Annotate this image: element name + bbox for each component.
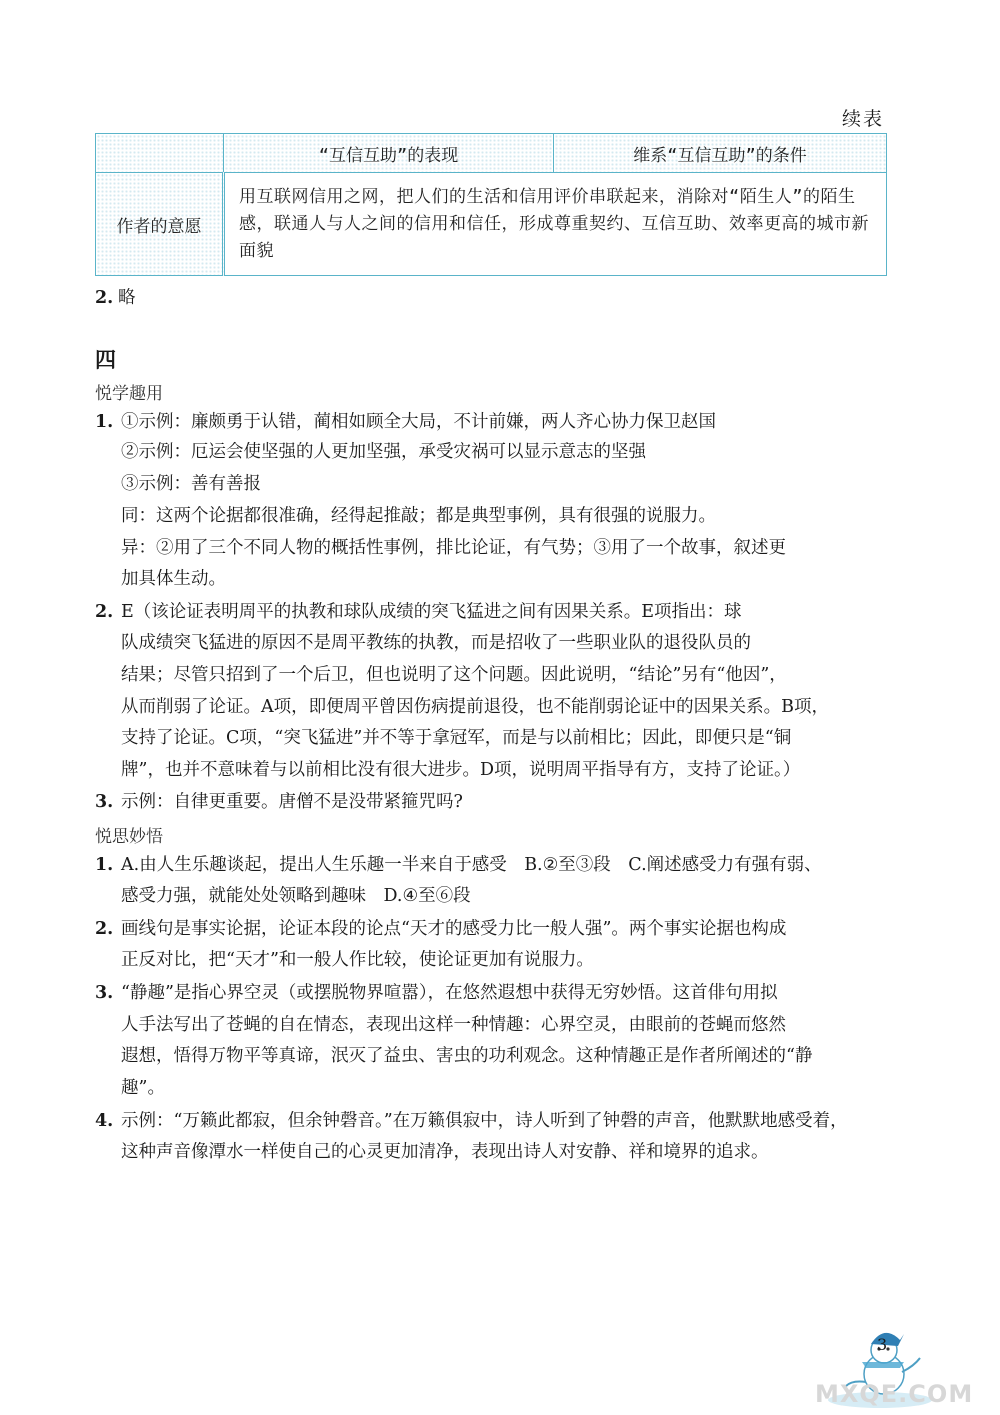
table-header-row (96, 134, 887, 173)
question-number: 3. (95, 983, 114, 1003)
answer-line: 趣”。 (121, 1078, 165, 1098)
answer-line: 牌”，也并不意味着与以前相比没有很大进步。D项，说明周平指导有方，支持了论证。） (121, 760, 801, 780)
part-title: 悦思妙悟 (95, 827, 163, 847)
answer-line: ③示例：善有善报 (121, 474, 261, 494)
continued-label: 续表 (841, 108, 884, 130)
answer-line: 感受力强，就能处处领略到趣味 D.④至⑥段 (121, 886, 471, 906)
answer-line: “静趣”是指心界空灵（或摆脱物界喧嚣），在悠然遐想中获得无穷妙悟。这首俳句用拟 (121, 983, 778, 1003)
answer-line: 异：②用了三个不同人物的概括性事例，排比论证，有气势；③用了一个故事，叙述更 (121, 538, 786, 558)
item-text: 略 (118, 288, 136, 308)
question-number: 1. (95, 412, 114, 432)
question-number: 3. (95, 792, 114, 812)
question-number: 4. (95, 1111, 114, 1131)
answer-line: ②示例：厄运会使坚强的人更加坚强，承受灾祸可以显示意志的坚强 (121, 442, 646, 462)
answer-line: 同：这两个论据都很准确，经得起推敲；都是典型事例，具有很强的说服力。 (121, 506, 716, 526)
table-row-head: 作者的意愿 (96, 173, 224, 276)
table-header-cell: “互信互助”的表现 (224, 134, 554, 173)
answer-line: 队成绩突飞猛进的原因不是周平教练的执教，而是招收了一些职业队的退役队员的 (121, 633, 751, 653)
table-header-cell: 维系“互信互助”的条件 (554, 134, 887, 173)
page-number: 3 (877, 1335, 888, 1354)
question-number: 1. (95, 855, 114, 875)
answer-line: 结果；尽管只招到了一个后卫，但也说明了这个问题。因此说明，“结论”另有“他因”， (121, 665, 787, 685)
answer-line: 支持了论证。C项，“突飞猛进”并不等于拿冠军，而是与以前相比；因此，即便只是“铜 (121, 728, 792, 748)
section-title: 四 (95, 347, 116, 372)
answer-line: 画线句是事实论据，论证本段的论点“天才的感受力比一般人强”。两个事实论据也构成 (121, 919, 787, 939)
answer-line: 从而削弱了论证。A项，即便周平曾因伤病提前退役，也不能削弱论证中的因果关系。B项， (121, 697, 829, 717)
question-number: 2. (95, 919, 114, 939)
answer-line: ①示例：廉颇勇于认错，蔺相如顾全大局，不计前嫌，两人齐心协力保卫赵国 (121, 412, 716, 432)
answer-line: 示例：自律更重要。唐僧不是没带紧箍咒吗? (121, 792, 463, 812)
part-title: 悦学趣用 (95, 384, 163, 404)
answer-line: 这种声音像潭水一样使自己的心灵更加清净，表现出诗人对安静、祥和境界的追求。 (121, 1142, 769, 1162)
item-number: 2. (95, 288, 114, 308)
watermark: MXQE.COM (815, 1380, 974, 1408)
question-number: 2. (95, 602, 114, 622)
table-row (96, 173, 887, 276)
answer-table (95, 133, 887, 276)
table-row-content: 用互联网信用之网，把人们的生活和信用评价串联起来，消除对“陌生人”的陌生感，联通人与人之间的信用和信任，形成尊重契约、互信互助、效率更高的城市新面貌 (224, 173, 887, 276)
answer-line: 人手法写出了苍蝇的自在情态，表现出这样一种情趣：心界空灵，由眼前的苍蝇而悠然 (121, 1015, 786, 1035)
table-header-cell-empty (96, 134, 224, 173)
answer-line: 遐想，悟得万物平等真谛，泯灭了益虫、害虫的功利观念。这种情趣正是作者所阐述的“静 (121, 1046, 813, 1066)
answer-line: A.由人生乐趣谈起，提出人生乐趣一半来自于感受 B.②至③段 C.阐述感受力有强有弱、 (121, 855, 822, 875)
answer-line: E（该论证表明周平的执教和球队成绩的突飞猛进之间有因果关系。E项指出：球 (121, 602, 742, 622)
answer-line: 示例：“万籁此都寂，但余钟磬音。”在万籁俱寂中，诗人听到了钟磬的声音，他默默地感受着， (121, 1111, 848, 1131)
answer-line: 加具体生动。 (121, 569, 226, 589)
answer-line: 正反对比，把“天才”和一般人作比较，使论证更加有说服力。 (121, 950, 594, 970)
